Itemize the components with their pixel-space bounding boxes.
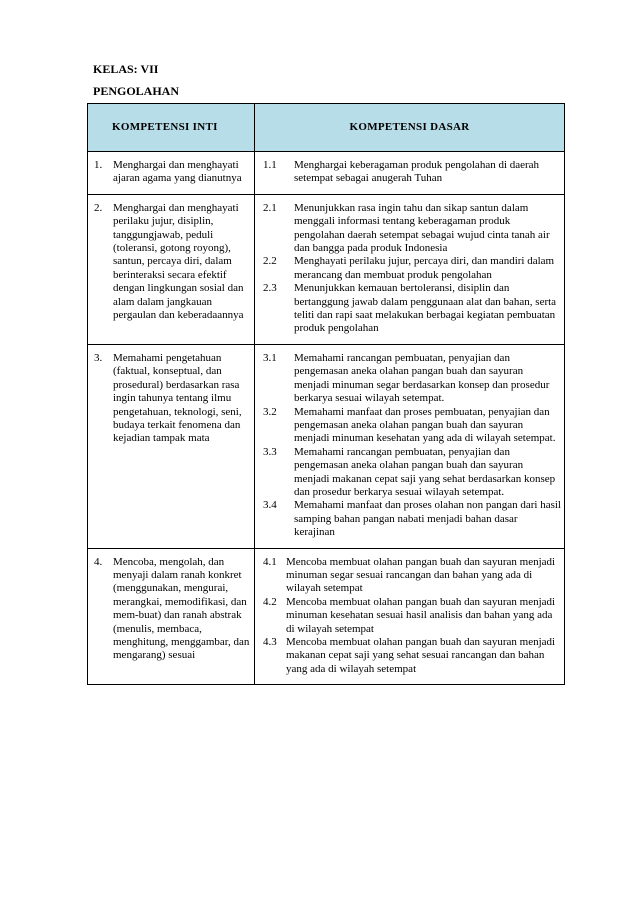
- kd-item: [263, 202, 561, 256]
- kd-number: 3.1: [263, 351, 277, 364]
- kd-cell: [255, 548, 565, 685]
- kd-number: 3.3: [263, 445, 277, 458]
- ki-number: 1.: [94, 159, 103, 171]
- section-heading: PENGOLAHAN: [93, 84, 180, 98]
- kd-number: 4.1: [263, 555, 277, 568]
- kd-item: [263, 255, 561, 282]
- kd-text: Memahami rancangan pembuatan, penyajian dan pengemasan aneka olahan pangan buah dan sayuran menjadi minuman segar berdasarkan konsep dan prosedur berkarya sesuai wilayah setempat.: [294, 351, 550, 405]
- kd-item: [263, 282, 561, 336]
- table-row: [88, 344, 565, 548]
- kd-item: [263, 352, 561, 406]
- kd-number: 3.2: [263, 405, 277, 418]
- table-row: [88, 548, 565, 685]
- kd-text: Mencoba membuat olahan pangan buah dan sayuran menjadi makanan cepat saji yang sehat sesuai rancangan dan bahan yang ada di wilayah setempat: [286, 636, 556, 675]
- kd-item: [263, 159, 561, 186]
- kd-number: 2.1: [263, 201, 277, 214]
- kd-item: [263, 556, 561, 596]
- competency-table: [87, 103, 565, 685]
- ki-text: Memahami pengetahuan (faktual, konseptual, dan prosedural) berdasarkan rasa ingin tahunya tentang ilmu pengetahuan, teknologi, seni, budaya terkait fenomena dan kejadian tampak mata: [113, 351, 242, 445]
- kd-item: [263, 636, 561, 676]
- kd-cell: [255, 152, 565, 195]
- ki-number: 4.: [94, 555, 103, 568]
- ki-cell: [88, 548, 255, 685]
- kd-text: Memahami manfaat dan proses pembuatan, penyajian dan pengemasan aneka olahan pangan buah dan sayuran menjadi minuman kesehatan yang ada di wilayah setempat.: [294, 405, 556, 445]
- ki-cell: [88, 194, 255, 344]
- kd-text: Mencoba membuat olahan pangan buah dan sayuran menjadi minuman kesehatan sesuai hasil analisis dan bahan yang ada di wilayah setempat: [286, 595, 556, 635]
- kd-text: Memahami manfaat dan proses olahan non pangan dari hasil samping bahan pangan nabati menjadi bahan dasar kerajinan: [294, 499, 561, 539]
- kd-number: 1.1: [263, 159, 277, 171]
- kd-text: Menghayati perilaku jujur, percaya diri, dan mandiri dalam merancang dan membuat produk pengolahan: [294, 255, 555, 281]
- kd-number: 3.4: [263, 499, 277, 512]
- ki-cell: [88, 344, 255, 548]
- kd-number: 4.3: [263, 636, 277, 648]
- header-kompetensi-inti: KOMPETENSI INTI: [88, 104, 255, 152]
- kd-item: [263, 406, 561, 446]
- kd-item: [263, 446, 561, 500]
- ki-number: 3.: [94, 351, 103, 364]
- kd-item: [263, 596, 561, 636]
- kd-cell: [255, 344, 565, 548]
- class-heading: KELAS: VII: [93, 62, 159, 76]
- table-row: [88, 152, 565, 195]
- ki-cell: [88, 152, 255, 195]
- kd-item: [263, 499, 561, 539]
- kd-text: Mencoba membuat olahan pangan buah dan sayuran menjadi minuman segar sesuai rancangan dan bahan yang ada di wilayah setempat: [286, 555, 556, 595]
- kd-text: Menunjukkan rasa ingin tahu dan sikap santun dalam menggali informasi tentang keberagaman produk pengolahan daerah setempat sebagai wujud cinta tanah air dan bangga pada produk Indonesia: [294, 201, 550, 255]
- kd-text: Memahami rancangan pembuatan, penyajian dan pengemasan aneka olahan pangan buah dan sayuran menjadi makanan cepat saji yang sehat berdasarkan konsep dan prosedur berkarya sesuai wilayah setempat.: [294, 445, 556, 498]
- ki-text: Menghargai dan menghayati perilaku jujur, disiplin, tanggungjawab, peduli (toleransi, gotong royong), santun, percaya diri, dalam berinteraksi secara efektif dengan lingkungan sosial dan alam dalam jangkauan pergaulan dan keberadaannya: [113, 201, 244, 322]
- header-kompetensi-dasar: KOMPETENSI DASAR: [255, 104, 565, 152]
- kd-number: 2.2: [263, 255, 277, 268]
- kd-cell: [255, 194, 565, 344]
- kd-text: Menghargai keberagaman produk pengolahan di daerah setempat sebagai anugerah Tuhan: [294, 159, 540, 185]
- kd-number: 2.3: [263, 282, 277, 295]
- ki-text: Mencoba, mengolah, dan menyaji dalam ranah konkret (menggunakan, mengurai, merangkai, memodifikasi, dan mem-buat) dan ranah abstrak (menulis, membaca, menghitung, menggambar, dan mengarang) sesuai: [113, 555, 250, 662]
- kd-text: Menunjukkan kemauan bertoleransi, disiplin dan bertanggung jawab dalam penggunaan alat dan bahan, serta teliti dan rapi saat melakukan berbagai kegiatan pembuatan produk pengolahan: [294, 282, 557, 335]
- table-header-row: [88, 104, 565, 152]
- ki-number: 2.: [94, 201, 103, 214]
- kd-number: 4.2: [263, 595, 277, 608]
- table-row: [88, 194, 565, 344]
- ki-text: Menghargai dan menghayati ajaran agama yang dianutnya: [113, 159, 242, 185]
